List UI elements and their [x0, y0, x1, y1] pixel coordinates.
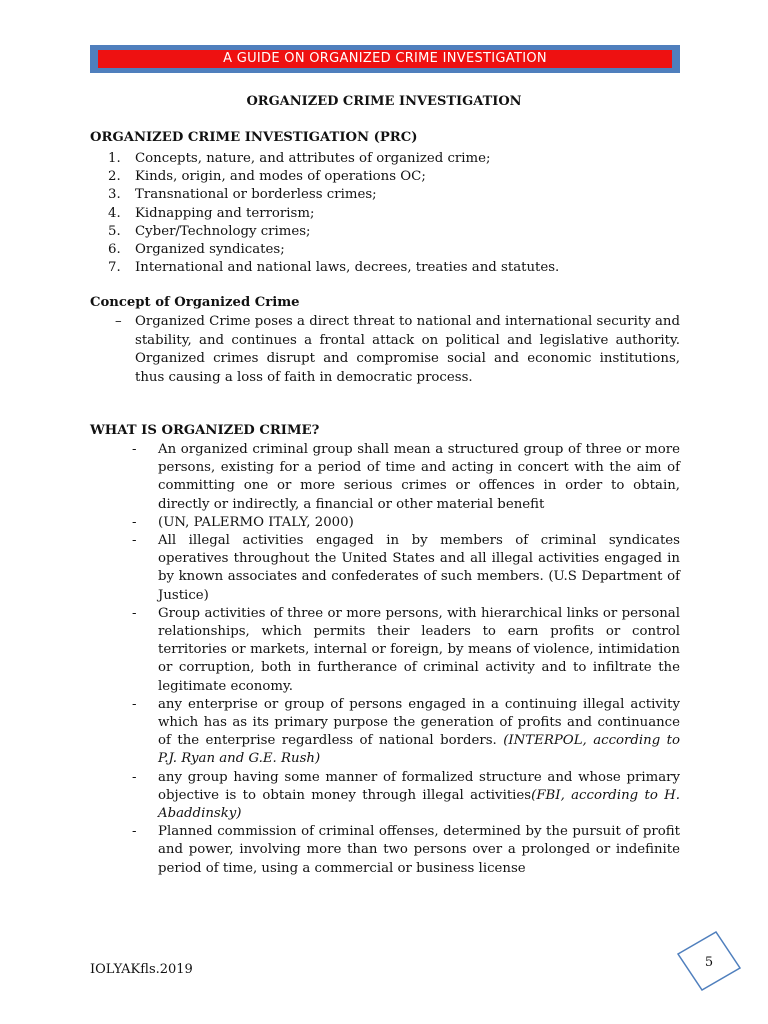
- section-heading-concept: Concept of Organized Crime: [90, 295, 300, 310]
- list-item: - Group activities of three or more persons, with hierarchical links or personal relationships, which permits their leaders to earn profits or control territories or markets, internal or foreign, by means of violence, intimidation or corruption, both in furtherance of criminal activity and to infiltrate the legitimate economy.: [132, 605, 680, 694]
- list-item: 2. Kinds, origin, and modes of operations OC;: [108, 169, 426, 185]
- document-title: ORGANIZED CRIME INVESTIGATION: [246, 94, 522, 109]
- list-item: - All illegal activities engaged in by members of criminal syndicates operatives throughout the United States and all illegal activities engaged in by known associates and confederates of such members. (U.S Department of Justice): [132, 533, 680, 603]
- citation: (FBI, according to H. Abaddinsky): [158, 787, 680, 822]
- footer-text: IOLYAKfls.2019: [90, 962, 193, 977]
- list-item: - Planned commission of criminal offenses, determined by the pursuit of profit and power, involving more than two persons over a prolonged or indefinite period of time, using a commercial or business license: [132, 824, 680, 876]
- topics-numbered-list: [108, 150, 688, 277]
- page-number: 5: [704, 955, 714, 970]
- list-item: - An organized criminal group shall mean a structured group of three or more persons, existing for a period of time and acting in concert with the aim of committing one or more serious crimes or offences in order to obtain, directly or indirectly, a financial or other material benefit: [132, 442, 680, 512]
- section-heading-what-is: WHAT IS ORGANIZED CRIME?: [90, 423, 320, 438]
- section-heading-prc: ORGANIZED CRIME INVESTIGATION (PRC): [90, 130, 418, 145]
- list-item: 4. Kidnapping and terrorism;: [108, 205, 315, 221]
- list-item: 3. Transnational or borderless crimes;: [108, 187, 377, 203]
- list-item: - any group having some manner of formalized structure and whose primary objective is to obtain money through illegal activities(FBI, according to H. Abaddinsky): [132, 769, 680, 822]
- header-banner-title: A GUIDE ON ORGANIZED CRIME INVESTIGATION: [98, 50, 672, 68]
- list-item: - (UN, PALERMO ITALY, 2000): [132, 514, 354, 530]
- list-item: - any enterprise or group of persons engaged in a continuing illegal activity which has as its primary purpose the generation of profits and continuance of the enterprise regardless of national borders. (INTERPOL, according to P.J. Ryan and G.E. Rush): [132, 696, 680, 767]
- definitions-list: [132, 441, 680, 878]
- citation: (INTERPOL, according to P.J. Ryan and G.E. Rush): [158, 733, 680, 767]
- concept-text: Organized Crime poses a direct threat to national and international security and stability, and continues a frontal attack on political and legislative authority. Organized crimes disrupt and compromise social and economic institutions, thus causing a loss of faith in democratic process.: [135, 314, 680, 385]
- concept-paragraph: [115, 313, 680, 387]
- list-item: 7. International and national laws, decrees, treaties and statutes.: [108, 260, 560, 276]
- list-item: 6. Organized syndicates;: [108, 242, 285, 258]
- dash-marker: –: [115, 314, 122, 329]
- list-item: 1. Concepts, nature, and attributes of organized crime;: [108, 151, 491, 166]
- page-number-badge: [676, 930, 742, 996]
- list-item: 5. Cyber/Technology crimes;: [108, 223, 311, 239]
- header-banner: [90, 45, 680, 73]
